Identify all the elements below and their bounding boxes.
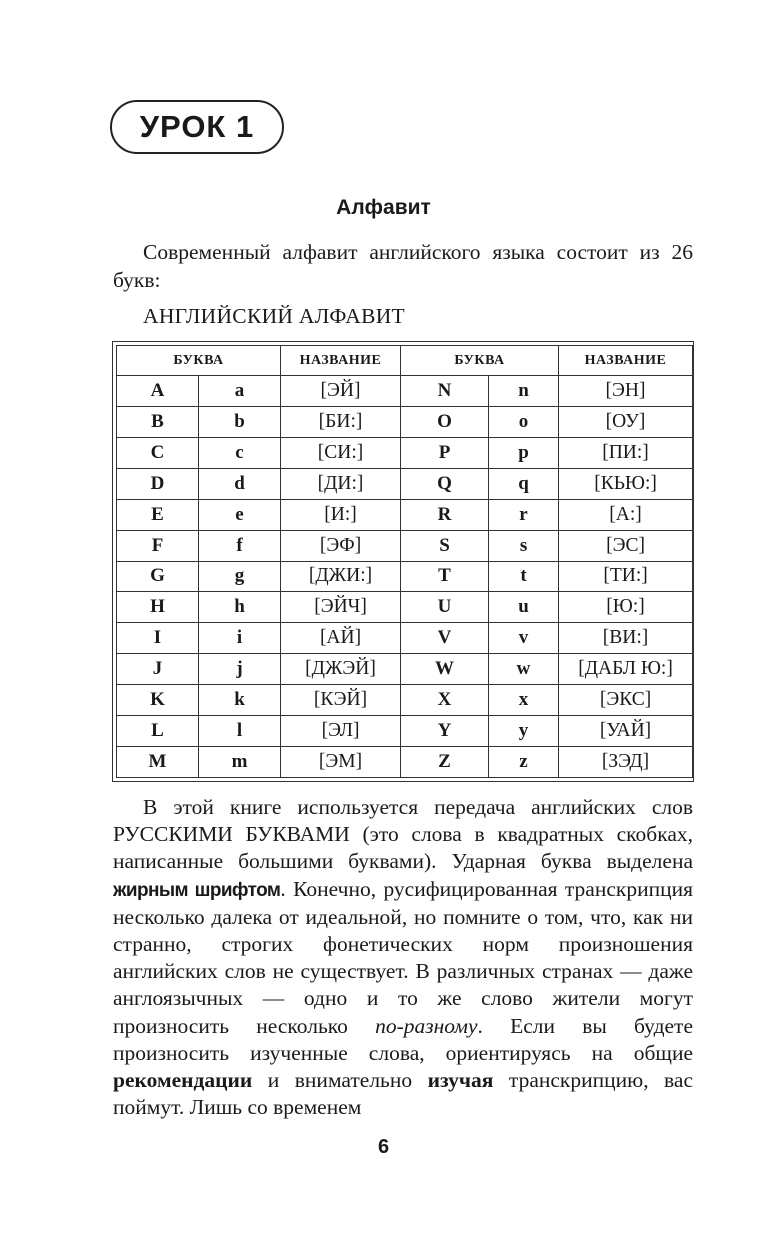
letter-cell: m: [199, 747, 281, 778]
letter-cell: P: [401, 437, 489, 468]
letter-cell: E: [117, 499, 199, 530]
table-row: [117, 406, 693, 437]
table-row: [117, 437, 693, 468]
letter-name-cell: [ДЖЭЙ]: [281, 654, 401, 685]
letter-cell: J: [117, 654, 199, 685]
letter-cell: g: [199, 561, 281, 592]
table-row: [117, 468, 693, 499]
letter-name-cell: [КЭЙ]: [281, 685, 401, 716]
letter-cell: z: [489, 747, 559, 778]
table-caption: АНГЛИЙСКИЙ АЛФАВИТ: [143, 304, 405, 328]
letter-cell: Y: [401, 716, 489, 747]
letter-cell: L: [117, 716, 199, 747]
letter-name-cell: [Ю:]: [559, 592, 693, 623]
bold-phrase: жирным шрифтом: [113, 879, 281, 901]
bold-word: изучая: [427, 1068, 494, 1093]
letter-name-cell: [ОУ]: [559, 406, 693, 437]
letter-name-cell: [ДИ:]: [281, 468, 401, 499]
body-segment: транскрипцию, вас поймут. Лишь со временем: [113, 1068, 694, 1120]
letter-cell: U: [401, 592, 489, 623]
alphabet-table-body: [117, 376, 693, 778]
letter-cell: x: [489, 685, 559, 716]
letter-cell: N: [401, 376, 489, 407]
letter-cell: Z: [401, 747, 489, 778]
letter-cell: h: [199, 592, 281, 623]
letter-cell: q: [489, 468, 559, 499]
letter-cell: Q: [401, 468, 489, 499]
letter-cell: a: [199, 376, 281, 407]
letter-cell: w: [489, 654, 559, 685]
letter-cell: i: [199, 623, 281, 654]
letter-cell: O: [401, 406, 489, 437]
body-segment: . Конечно, русифицированная транскрипция несколько далека от идеальной, но помните о том, что, как ни странно, строгих фонетических норм произношения английских слов не существует. В различных странах — даже англоязычных — одно и то же слово жители могут произносить несколько: [113, 876, 693, 1038]
letter-name-cell: [ЭН]: [559, 376, 693, 407]
letter-name-cell: [ЭФ]: [281, 530, 401, 561]
header-letter-1: БУКВА: [117, 346, 281, 376]
table-row: [117, 561, 693, 592]
alphabet-table: [116, 345, 693, 778]
page-number: 6: [377, 1136, 390, 1158]
letter-name-cell: [ДАБЛ Ю:]: [559, 654, 693, 685]
letter-name-cell: [ЭЛ]: [281, 716, 401, 747]
header-name-1: НАЗВАНИЕ: [281, 346, 401, 376]
intro-paragraph: [113, 238, 693, 294]
letter-cell: V: [401, 623, 489, 654]
letter-cell: K: [117, 685, 199, 716]
body-segment: и внимательно: [252, 1068, 428, 1093]
bold-word: рекомендации: [113, 1068, 253, 1093]
letter-cell: c: [199, 437, 281, 468]
letter-cell: F: [117, 530, 199, 561]
letter-cell: d: [199, 468, 281, 499]
letter-cell: W: [401, 654, 489, 685]
letter-cell: t: [489, 561, 559, 592]
letter-cell: S: [401, 530, 489, 561]
table-row: [117, 654, 693, 685]
table-row: [117, 499, 693, 530]
table-row: [117, 623, 693, 654]
letter-cell: y: [489, 716, 559, 747]
letter-cell: p: [489, 437, 559, 468]
letter-name-cell: [УАЙ]: [559, 716, 693, 747]
letter-cell: v: [489, 623, 559, 654]
table-row: [117, 376, 693, 407]
body-text: [113, 794, 693, 1121]
letter-cell: l: [199, 716, 281, 747]
letter-name-cell: [А:]: [559, 499, 693, 530]
body-segment: . Если вы будете произносить изученные слова, ориентируясь на общие: [113, 1013, 693, 1065]
letter-name-cell: [ЭС]: [559, 530, 693, 561]
body-segment: В этой книге используется передача английских слов РУССКИМИ БУКВАМИ (это слова в квадратных скобках, написанные большими буквами). Ударная буква выделена: [113, 795, 693, 874]
letter-name-cell: [ЭЙЧ]: [281, 592, 401, 623]
letter-cell: X: [401, 685, 489, 716]
table-row: [117, 747, 693, 778]
letter-cell: j: [199, 654, 281, 685]
letter-cell: A: [117, 376, 199, 407]
letter-cell: H: [117, 592, 199, 623]
letter-cell: n: [489, 376, 559, 407]
letter-name-cell: [БИ:]: [281, 406, 401, 437]
header-letter-2: БУКВА: [401, 346, 559, 376]
lesson-label: УРОК 1: [139, 109, 255, 144]
letter-name-cell: [АЙ]: [281, 623, 401, 654]
section-title: Алфавит: [336, 196, 431, 219]
letter-cell: r: [489, 499, 559, 530]
letter-cell: k: [199, 685, 281, 716]
italic-phrase: по-разному: [375, 1013, 478, 1038]
letter-name-cell: [СИ:]: [281, 437, 401, 468]
alphabet-table-frame: [112, 341, 694, 782]
letter-name-cell: [ВИ:]: [559, 623, 693, 654]
letter-cell: G: [117, 561, 199, 592]
letter-cell: s: [489, 530, 559, 561]
letter-name-cell: [ЭМ]: [281, 747, 401, 778]
letter-cell: u: [489, 592, 559, 623]
letter-name-cell: [КЬЮ:]: [559, 468, 693, 499]
table-row: [117, 685, 693, 716]
letter-cell: I: [117, 623, 199, 654]
letter-name-cell: [ЭКС]: [559, 685, 693, 716]
letter-cell: R: [401, 499, 489, 530]
header-name-2: НАЗВАНИЕ: [559, 346, 693, 376]
letter-name-cell: [ЗЭД]: [559, 747, 693, 778]
table-row: [117, 530, 693, 561]
letter-cell: D: [117, 468, 199, 499]
intro-text: Современный алфавит английского языка состоит из 26 букв:: [113, 240, 693, 292]
letter-cell: o: [489, 406, 559, 437]
table-header-row: [117, 346, 693, 376]
letter-name-cell: [И:]: [281, 499, 401, 530]
letter-name-cell: [ТИ:]: [559, 561, 693, 592]
table-row: [117, 592, 693, 623]
letter-cell: e: [199, 499, 281, 530]
letter-cell: b: [199, 406, 281, 437]
body-paragraph: [113, 794, 693, 1121]
letter-cell: B: [117, 406, 199, 437]
letter-name-cell: [ЭЙ]: [281, 376, 401, 407]
table-row: [117, 716, 693, 747]
letter-cell: T: [401, 561, 489, 592]
letter-name-cell: [ДЖИ:]: [281, 561, 401, 592]
letter-cell: f: [199, 530, 281, 561]
letter-cell: M: [117, 747, 199, 778]
letter-name-cell: [ПИ:]: [559, 437, 693, 468]
lesson-badge: [110, 100, 284, 154]
letter-cell: C: [117, 437, 199, 468]
